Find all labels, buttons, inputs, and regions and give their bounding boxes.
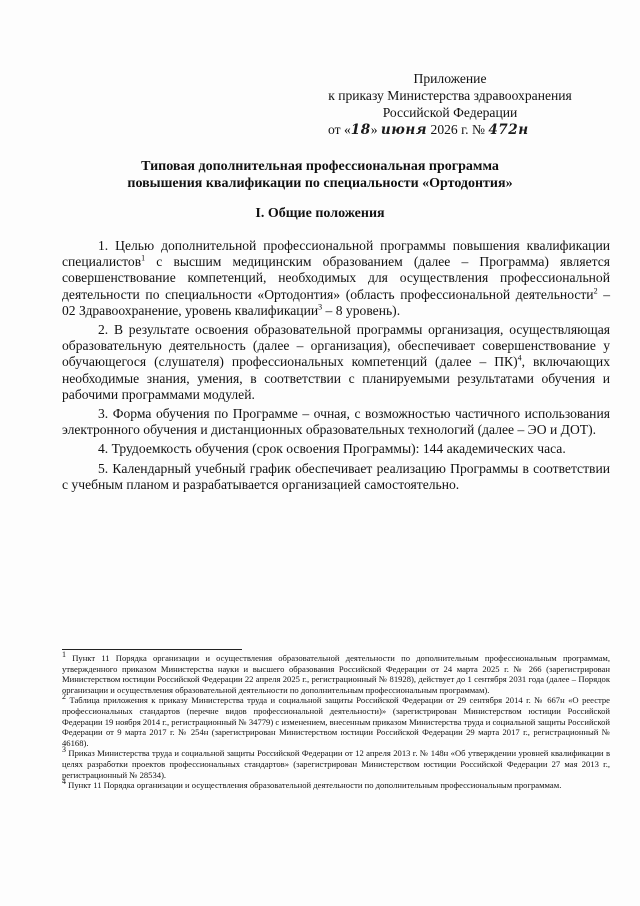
handwritten-number: 472н xyxy=(488,122,529,138)
footnote-text: Приказ Министерства труда и социальной защиты Российской Федерации от 12 апреля 2013 г. № 148н «Об утверждении уровней квалификации в целях разработки проектов профессиональных стандартов» (зарегистрирован Министерством юстиции Российской Федерации 27 мая 2013 г., регистрационный № 28534). xyxy=(62,748,610,780)
footnote-ref-1: 1 xyxy=(141,253,146,263)
paragraph-4: 4. Трудоемкость обучения (срок освоения Программы): 144 академических часа. xyxy=(98,441,566,457)
footnote-text: Пункт 11 Порядка организации и осуществления образовательной деятельности по дополнительным профессиональным программам. xyxy=(66,780,562,791)
paragraph-3: 3. Форма обучения по Программе – очная, с возможностью частичного использования электронного обучения и дистанционных образовательных технологий (далее – ЭО и ДОТ). xyxy=(62,406,610,438)
paragraph-1 xyxy=(62,238,610,319)
footnote-ref-3: 3 xyxy=(318,302,323,312)
document-body xyxy=(62,238,610,496)
handwritten-day: 18 xyxy=(350,122,371,138)
footnote-ref-2: 2 xyxy=(593,286,598,296)
document-title xyxy=(100,158,540,192)
header-order-of: к приказу Министерства здравоохранения xyxy=(328,88,572,103)
date-prefix: от « xyxy=(328,122,351,137)
footnote-1 xyxy=(62,650,610,695)
para1-text-a: 1. Целью дополнительной профессиональной программы повышения квалификации специалистов xyxy=(62,238,610,270)
footnote-4 xyxy=(62,777,610,791)
date-mid: » xyxy=(370,122,381,137)
header-country: Российской Федерации xyxy=(382,105,518,120)
footnote-text: Пункт 11 Порядка организации и осуществления образовательной деятельности по дополнительным профессиональным программам, утвержденного приказом Министерства науки и высшего образования Российской Федерации от 24 марта 2025 г. № 266 (зарегистрирован Министерством юстиции Российской Федерации 22 апреля 2025 г., регистрационный № 81928), действует до 1 сентября 2031 года (далее – Порядок организации и осуществления образовательной деятельности по дополнительным профессиональным программам). xyxy=(62,653,610,695)
footnote-number: 1 xyxy=(62,650,66,660)
para1-text-d: – 8 уровень). xyxy=(322,302,401,318)
footnote-number: 2 xyxy=(62,692,66,702)
footnote-number: 3 xyxy=(62,745,66,755)
para2-text-a: 2. В результате освоения образовательной программы организация, осуществляющая образовательную деятельность (далее – организация), обеспечивает совершенствование у обучающегося (слушателя) профессиональных компетенций (далее – ПК) xyxy=(62,322,610,370)
footnote-number: 4 xyxy=(62,777,66,787)
footnotes xyxy=(62,650,610,791)
header-date-line xyxy=(300,121,600,139)
footnote-2 xyxy=(62,692,610,748)
date-year: 2026 г. № xyxy=(427,122,489,137)
paragraph-2 xyxy=(62,322,610,403)
para2-text-b: , включающих необходимые знания, умения, в соответствии с планируемыми результатами обучения и рабочими программами модулей. xyxy=(62,354,610,402)
approval-header xyxy=(300,70,600,139)
section-heading: I. Общие положения xyxy=(255,206,385,221)
paragraph-5: 5. Календарный учебный график обеспечивает реализацию Программы в соответствии с учебным планом и разрабатывается организацией самостоятельно. xyxy=(62,460,610,492)
handwritten-month: июня xyxy=(380,122,428,138)
title-line-2: повышения квалификации по специальности «Ортодонтия» xyxy=(127,176,513,191)
para1-text-b: с высшим медицинским образованием (далее – Программа) является совершенствование компетенций, необходимых для осуществления профессиональной деятельности по специальности «Ортодонтия» (область профессиональной деятельности xyxy=(62,254,610,302)
para1-text-c: – 02 Здравоохранение, уровень квалификации xyxy=(62,286,610,318)
footnote-text: Таблица приложения к приказу Министерства труда и социальной защиты Российской Федерации от 29 сентября 2014 г. № 667н «О реестре профессиональных стандартов (перечне видов профессиональной деятельности)» (зарегистрирован Министерством юстиции Российской Федерации 19 ноября 2014 г., регистрационный № 34779) с изменением, внесенным приказом Министерства труда и социальной защиты Российской Федерации от 9 марта 2017 г. № 254н (зарегистрирован Министерством юстиции Российской Федерации 29 марта 2017 г., регистрационный № 46168). xyxy=(62,695,610,748)
footnote-separator xyxy=(62,649,242,650)
header-appendix: Приложение xyxy=(413,71,487,86)
footnote-ref-4: 4 xyxy=(517,353,522,363)
title-line-1: Типовая дополнительная профессиональная программа xyxy=(141,159,499,174)
footnote-3 xyxy=(62,745,610,780)
